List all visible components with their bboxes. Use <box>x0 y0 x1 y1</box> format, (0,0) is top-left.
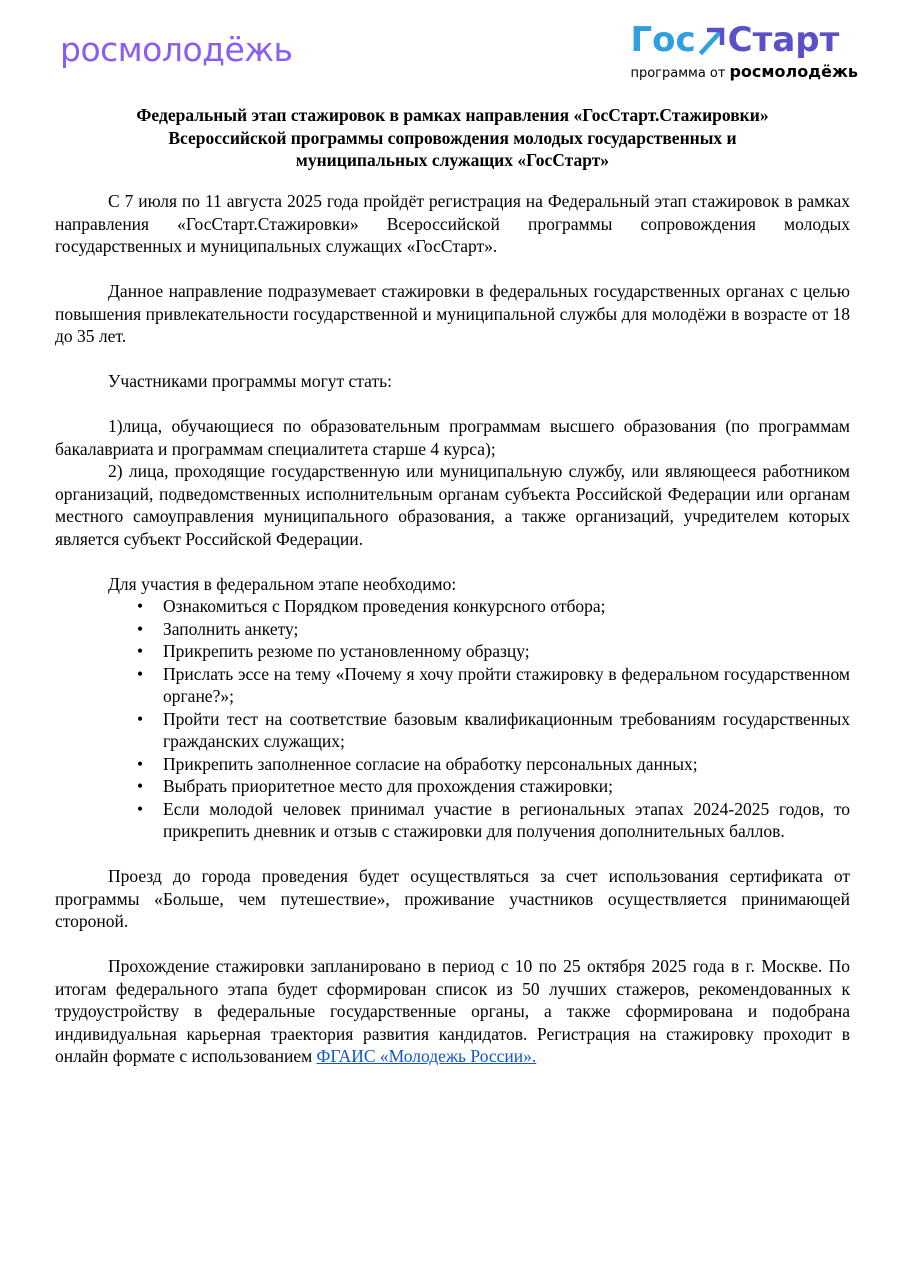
gosstart-logo-start: Старт <box>727 20 840 60</box>
title-line-1: Федеральный этап стажировок в рамках направления «ГосСтарт.Стажировки» <box>136 105 769 125</box>
list-item <box>55 663 850 708</box>
list-item-text: Выбрать приоритетное место для прохождения стажировки; <box>163 776 614 796</box>
paragraph-requirements-intro: Для участия в федеральном этапе необходимо: <box>108 573 457 594</box>
paragraph-direction: Данное направление подразумевает стажировки в федеральных государственных органах с целью повышения привлекательности государственной и муниципальной службы для молодёжи в возрасте от 18 до 35 лет. <box>55 281 850 346</box>
list-item <box>55 618 850 641</box>
bullet-icon: • <box>137 641 144 661</box>
paragraph-registration: С 7 июля по 11 августа 2025 года пройдёт регистрация на Федеральный этап стажировок в рамках направления «ГосСтарт.Стажировки» Всероссийской программы сопровождения молодых государственных и муниципальных служащих «ГосСтарт». <box>55 191 850 256</box>
list-item-text: Ознакомиться с Порядком проведения конкурсного отбора; <box>163 596 606 616</box>
bullet-icon: • <box>137 596 144 616</box>
paragraph-travel: Проезд до города проведения будет осуществляться за счет использования сертификата от программы «Больше, чем путешествие», проживание участников осуществляется принимающей стороной. <box>55 866 850 931</box>
bullet-icon: • <box>137 708 144 729</box>
list-item-text: Прислать эссе на тему «Почему я хочу пройти стажировку в федеральном государственном органе?»; <box>163 663 850 706</box>
list-item-text: Прикрепить резюме по установленному образцу; <box>163 641 530 661</box>
paragraph-participants-2: 2) лица, проходящие государственную или муниципальную службу, или являющееся работником организаций, подведомственных исполнительным органам субъекта Российской Федерации или органам местного самоуправления муниципального образования, а также организаций, учредителем которых является субъект Российской Федерации. <box>55 461 850 549</box>
list-item <box>55 753 850 776</box>
paragraph-participants-intro: Участниками программы могут стать: <box>108 371 392 391</box>
bullet-icon: • <box>137 798 144 819</box>
gosstart-logo-sub-brand: росмолодёжь <box>729 62 858 81</box>
paragraph-schedule-text: Прохождение стажировки запланировано в период с 10 по 25 октября 2025 года в г. Москве. По итогам федерального этапа будет сформирован список из 50 лучших стажеров, рекомендованных к трудоустройству в федеральные государственные органы, а также сформирована и подобрана индивидуальная карьерная траектория развития кандидатов. Регистрация на стажировку проходит в онлайн формате с использованием <box>55 956 850 1066</box>
arrow-up-right-icon <box>698 25 726 55</box>
paragraph-participants-1: 1)лица, обучающиеся по образовательным программам высшего образования (по программам бакалавриата и программам специалитета старше 4 курса); <box>55 416 850 459</box>
title-line-3: муниципальных служащих «ГосСтарт» <box>295 150 610 170</box>
list-item-text: Пройти тест на соответствие базовым квалификационным требованиям государственных гражданских служащих; <box>163 708 850 751</box>
list-item-text: Прикрепить заполненное согласие на обработку персональных данных; <box>163 753 698 774</box>
document-title <box>60 104 845 172</box>
gosstart-logo-subtitle <box>630 62 858 81</box>
list-item-text: Если молодой человек принимал участие в региональных этапах 2024-2025 годов, то прикрепить дневник и отзыв с стажировки для получения дополнительных баллов. <box>163 798 850 841</box>
title-line-2: Всероссийской программы сопровождения молодых государственных и <box>168 127 737 148</box>
list-item <box>55 595 850 618</box>
list-item <box>55 640 850 663</box>
bullet-icon: • <box>137 776 144 796</box>
requirements-list <box>55 595 850 843</box>
gosstart-logo-sub-text: программа от <box>630 66 726 81</box>
document-body <box>55 190 850 1068</box>
bullet-icon: • <box>137 663 144 684</box>
gosstart-logo-gos: Гос <box>630 20 696 60</box>
list-item <box>55 798 850 843</box>
list-item <box>55 775 850 798</box>
list-item <box>55 708 850 753</box>
paragraph-schedule <box>55 955 850 1068</box>
gosstart-logo <box>630 22 858 81</box>
gosstart-logo-main <box>630 22 839 58</box>
list-item-text: Заполнить анкету; <box>163 618 299 639</box>
fgais-link[interactable]: ФГАИС «Молодежь России». <box>316 1046 537 1066</box>
bullet-icon: • <box>137 753 144 774</box>
bullet-icon: • <box>137 618 144 639</box>
rosmolodezh-logo: росмолодёжь <box>60 30 293 69</box>
